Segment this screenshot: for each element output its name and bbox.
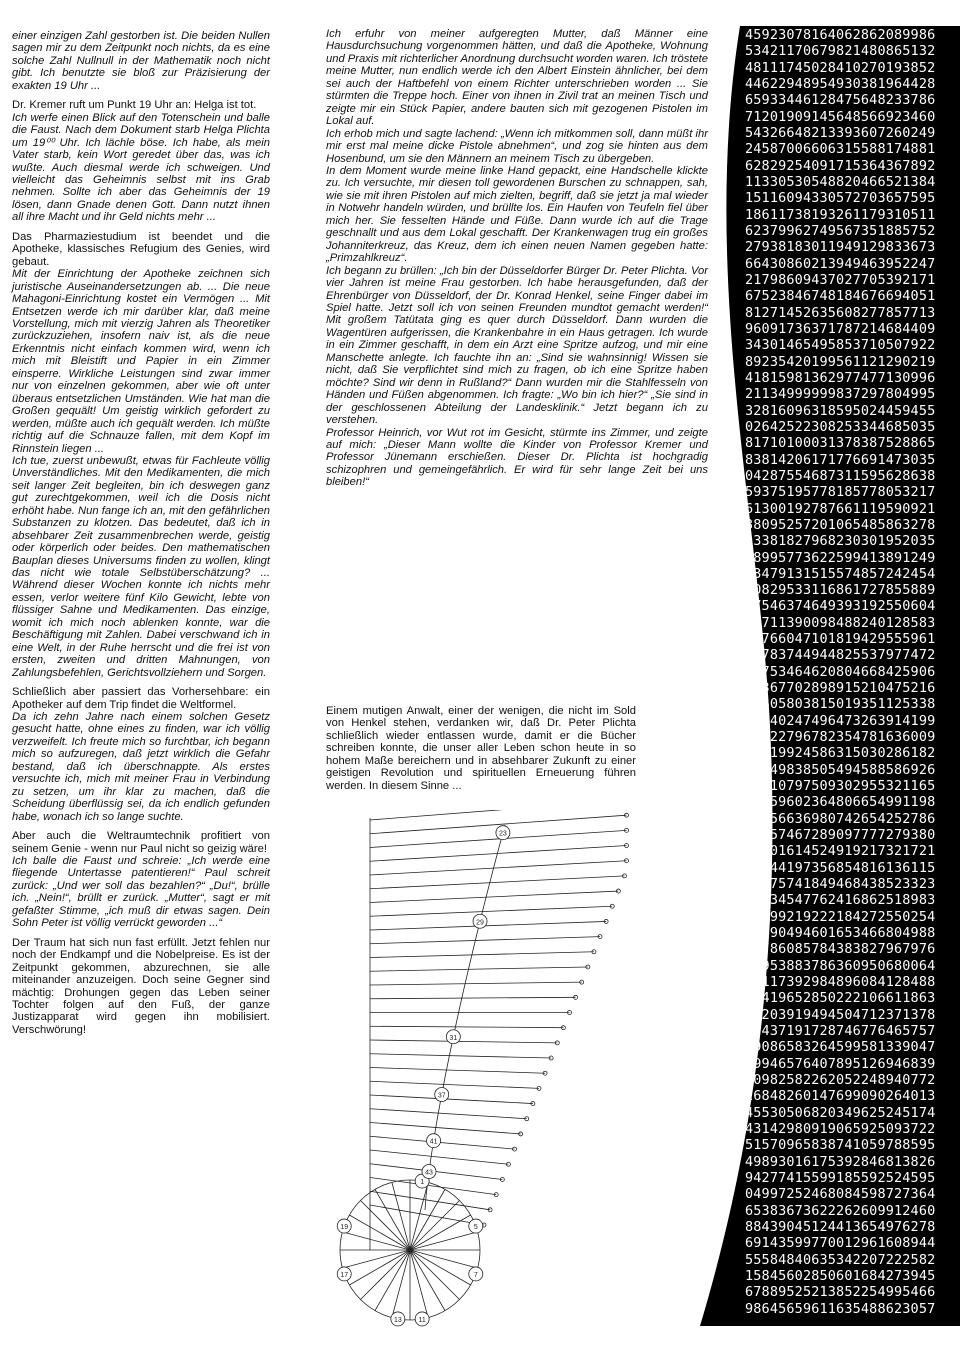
digit-row: 81710100031378387528865	[745, 435, 936, 452]
digit-row: 68995773622599413891249	[745, 549, 936, 566]
digit-row: 02405803815019351125338	[745, 696, 936, 713]
spiral-line	[370, 846, 627, 862]
middle-paragraph-5: Professor Heinrich, vor Wut rot im Gesicht, stürmte ins Zimmer, und zeigte auf mich: „Dieser Mann wollte die Kinder von Professor Kremer und Professor Jünemann erschießen. Dieser Dr. Plichta ist hochgradig schizophren und gemeingefährlich. Er wird für sehr lange Zeit bei uns bleiben!“	[326, 426, 708, 489]
left-paragraph-9: Aber auch die Weltraumtechnik profitiert von seinem Genie - wenn nur Paul nicht so geizig wäre!	[12, 830, 270, 855]
digit-row: 70982582262052248940772	[745, 1072, 936, 1088]
left-paragraph-1: einer einzigen Zahl gestorben ist. Die beiden Nullen sagen mir zu dem Zeitpunkt noch nichts, da es eine solche Zahl Nullnull in der Mathematik noch nicht gibt. Ich benutzte sie bloß zur Präzisierung der exakten 19 Uhr ...	[12, 30, 270, 92]
spiral-line	[370, 876, 624, 889]
middle-text-column	[326, 28, 708, 489]
digit-row: 21798609437027705392171	[745, 271, 936, 288]
circle-node-label: 13	[393, 1316, 402, 1324]
digit-row: 55584840635342207222582	[745, 1251, 936, 1268]
digit-row: 65383673622262609912460	[745, 1202, 936, 1219]
prime-spiral-figure	[320, 810, 650, 1330]
spiral-line	[370, 1205, 484, 1225]
digit-row: 18611738193261179310511	[745, 206, 936, 223]
circle-node-label: 5	[473, 1224, 478, 1232]
spiral-node-label: 29	[476, 919, 484, 927]
digit-row: 31367702898915210475216	[745, 680, 936, 697]
digit-row: 48111745028410270193852	[745, 59, 936, 76]
spiral-line	[370, 1026, 563, 1027]
spiral-line	[370, 1123, 521, 1134]
digit-row: 62829254091715364367892	[745, 157, 936, 174]
middle-paragraph-4: Ich begann zu brüllen: „Ich bin der Düsseldorfer Bürger Dr. Peter Plichta. Vor vier Jahren ist meine Frau gestorben. Ich habe herausgefunden, daß der Ehrenbürger von Düsseldorf, der Dr. Konrad Henkel, seine Finger dabei im Spiel hatte. Jetzt soll ich von seinen Freunden mundtot gemacht werden!“ Mit großem Tatütata ging es quer durch Düsseldorf. Dann wurden die Wagentüren aufgerissen, die Krankenbahre in ein Haus getragen. Ich wurde in ein Zimmer geschafft, in dem ein Arzt eine Spritze aufzog, und mir eine Manschette anlegte. Ich fauchte ihn an: „Sind sie wahnsinnig! Wissen sie nicht, daß Sie verpflichtet sind mich zu fragen, ob ich eine Spritze haben möchte? Sind wir denn in Rußland?“ Dann wurden mir die Stahlfesseln von Händen und Füßen abgenommen. Ich fragte: „Wo bin ich hier?“ „Sie sind in der geschlossenen Abteilung der Landesklinik.“ Jetzt begann ich zu verstehen.	[326, 264, 708, 427]
digit-row: 26848260147699090264013	[745, 1088, 936, 1105]
left-paragraph-11: Der Traum hat sich nun fast erfüllt. Jetzt fehlen nur noch der Endkampf und die Nobelpreise. Es ist der Zeitpunkt gekommen, abzurechnen, sie alle miteinander anzuzeigen. Doch seine Gegner sind mächtig: Drohungen gegen das Leben seiner Tochter folgen auf den Fuß, der ganze Justizapparat wird gegen ihn mobilisiert. Verschwörung!	[12, 936, 270, 1036]
spiral-node-label: 37	[437, 1092, 446, 1100]
digit-row: 41757467289097777279380	[745, 827, 936, 844]
digit-row: 53421170679821480865132	[745, 43, 936, 60]
spiral-node-label: 23	[499, 830, 507, 838]
digit-row: 69143599770012961608944	[745, 1235, 936, 1252]
left-paragraph-10: Ich balle die Faust und schreie: „Ich werde eine fliegende Untertasse patentieren!“ Paul schreit zurück: „Und wer soll das bezahlen?“ „Du!“, brülle ich. „Nein!“, brüllt er zurück. „Mutter“, sagt er mit gefaßter Stimme, „ich muß dir etwas sagen. Dein Sohn Peter ist völlig verrückt geworden ...“	[12, 855, 270, 930]
digit-row: 16711390098488240128583	[745, 614, 936, 631]
digit-block	[745, 27, 960, 1317]
spiral-line	[370, 906, 612, 916]
digit-row: 27938183011949129833673	[745, 239, 936, 256]
digit-row: 00953883786360950680064	[745, 957, 936, 974]
digit-row: 50829533116861727855889	[745, 582, 936, 599]
digit-row: 62099219222184272550254	[745, 908, 936, 925]
spiral-line	[370, 1054, 551, 1058]
digit-row: 36437191728746776465757	[745, 1023, 936, 1040]
digit-row: 15845602850601684273945	[745, 1267, 936, 1284]
digit-row: 42419652850222106611863	[745, 990, 936, 1007]
digit-row: 27210797509302955321165	[745, 778, 936, 795]
spiral-line	[370, 1150, 508, 1164]
circle-node-label: 11	[418, 1316, 426, 1324]
digit-row: 45923078164062862089986	[745, 27, 936, 43]
left-paragraph-3: Ich werfe einen Blick auf den Totenschein und balle die Faust. Nach dem Dokument starb Helga Plichta um 19⁰⁰ Uhr. Ich lächle böse. Ich habe, als mein Vater starb, kein Wort geredet über das, was ich wußte. Auch diesmal werde ich schweigen. Und vielleicht das Geheimnis selbst mit ins Grab nehmen. Sollte ich aber das Geheimnis der 19 lösen, dann Gnade denen Gott. Dann nutzt ihnen all ihre Macht und ihr Geld nichts mehr ...	[12, 111, 270, 224]
spiral-line	[370, 1092, 533, 1104]
digit-row: 81271452635608277857713	[745, 304, 936, 321]
digit-row: 87640247496473263914199	[745, 712, 936, 729]
left-paragraph-5: Mit der Einrichtung der Apotheke zeichnen sich juristische Auseinandersetzungen ab. ... Die neue Mahagoni-Einrichtung kostet ein Vermögen ... Mit Entsetzen werde ich mir darüber klar, daß meine Vorstellung, mich mit vierzig Jahren als Theoretiker zurückzuziehen, insofern naiv ist, als die neue Erkenntnis nicht einfach kommen wird, wenn ich mich mit Bleistift und Papier in ein Zimmer einsperre. Wirkliche Leistungen sind zwar immer nur von einzelnen gekommen, aber wie oft unter überaus entsetzlichen Umständen. Wie hat man die Großen gequält! Um geistig wirklich gefordert zu werden, müßte auch ich gequält werden. Ich müßte richtig auf die Schnauze fallen, mit dem Kopf im Rinnstein liegen ...	[12, 268, 270, 455]
spiral-line	[370, 1109, 527, 1119]
digit-row: 05117392984896084128488	[745, 974, 936, 991]
circle-spoke	[392, 1182, 410, 1250]
digit-row: 94277415599185592524595	[745, 1169, 936, 1186]
circle-node-label: 7	[473, 1271, 478, 1279]
digit-row: 15116094330572703657595	[745, 190, 936, 207]
spiral-line	[370, 810, 627, 820]
digit-row: 04997252468084598727364	[745, 1186, 936, 1203]
digit-row: 02642522308253344685035	[745, 418, 936, 435]
spiral-line	[370, 861, 627, 875]
digit-row: 27559602364806654991198	[745, 794, 936, 811]
digit-row: 53381827968230301952035	[745, 533, 936, 550]
left-paragraph-4: Das Pharmaziestudium ist beendet und die Apotheke, klassisches Refugium des Genies, wird gebaut.	[12, 230, 270, 268]
digit-row: 06749838505494588586926	[745, 761, 936, 778]
digit-row: 75356636980742654252786	[745, 810, 936, 827]
circle-spoke	[410, 1250, 428, 1318]
digit-row: 04753464620804668425906	[745, 663, 936, 680]
digit-row: 83479131515574857242454	[745, 565, 936, 582]
spiral-node-label: 31	[449, 1034, 458, 1042]
spiral-line	[370, 952, 594, 958]
left-paragraph-8: Da ich zehn Jahre nach einem solchen Gesetz gesucht hatte, ohne eines zu finden, war ich völlig verzweifelt. Ich freute mich so furchtbar, ich begann mich so aufzuregen, daß jetzt wirklich die Gefahr bestand, daß ich überschnappte. Als erstes versuchte ich, mich mit meiner Frau in Verbindung zu setzen, um ihr klar zu machen, daß die Scheidung überflüssig sei, da ich endlich gefunden habe, wonach ich so lange suchte.	[12, 711, 270, 823]
digit-row: 71790494601653466804988	[745, 925, 936, 942]
left-paragraph-2: Dr. Kremer ruft um Punkt 19 Uhr an: Helga ist tot.	[12, 99, 257, 112]
middle-paragraph-2: Ich erhob mich und sagte lachend: „Wenn ich mitkommen soll, dann müßt ihr mir erst mal meine dicke Pistole abnehmen“, und zog sie hinten aus dem Hosenbund, um sie den Männern an meinem Tisch zu übergeben.	[326, 127, 708, 165]
digit-row: 24587006606315588174881	[745, 141, 936, 158]
digit-row: 09946576407895126946839	[745, 1055, 936, 1072]
circle-node-label: 17	[340, 1271, 349, 1279]
circle-spoke	[392, 1250, 410, 1318]
spiral-line	[370, 891, 618, 902]
digit-row: 43334547762416862518983	[745, 892, 936, 909]
middle-paragraph-3: In dem Moment wurde meine linke Hand gepackt, eine Handschelle klickte zu. Ich versuchte, mir diesen toll gewordenen Burschen zu schnappen, sah, wie sie mit ihren Pistolen auf mich zielten, begriff, daß sie jetzt ja mal wieder in Notwehr handeln würden, und brüllte los. Ein Haufen von Teufeln fiel über mich her. Sie fesselten Hände und Füße. Dann wurde ich auf die Trage geschnallt und aus dem Lokal geschafft. Der Krankenwagen trug ein großes Johanniterkreuz, das Kreuz, dem ich einen neuen Namen gegeben hatte: „Primzahlkreuz“.	[326, 164, 708, 265]
digit-row: 32816096318595024459455	[745, 402, 936, 419]
digit-row: 65933446128475648233786	[745, 92, 936, 109]
digit-row: 43142980919065925093722	[745, 1120, 936, 1137]
spiral-line	[370, 982, 582, 985]
digit-row: 61300192787661119590921	[745, 500, 936, 517]
digit-row: 88439045124413654976278	[745, 1218, 936, 1235]
circle-node-label: 1	[420, 1179, 425, 1187]
digit-row: 45530506820349625245174	[745, 1104, 936, 1121]
spiral-node-label: 43	[425, 1169, 433, 1177]
digit-row: 11330530548820466521384	[745, 173, 936, 190]
digit-row: 67889525213852254995466	[745, 1284, 936, 1301]
digit-row: 21134999999837297804995	[745, 386, 936, 403]
digit-row: 69922796782354781636009	[745, 729, 936, 746]
digit-row: 49893016175392846813826	[745, 1153, 936, 1170]
digit-row: 91786085784383827967976	[745, 941, 936, 958]
spiral-line	[370, 921, 606, 930]
circle-spoke	[410, 1182, 428, 1250]
circle-spoke	[342, 1250, 410, 1268]
digit-row: 66430860213949463952247	[745, 255, 936, 272]
digit-row: 59375195778185778053217	[745, 484, 936, 501]
digit-row: 06001614524919217321721	[745, 843, 936, 860]
digit-row: 34301465495853710507922	[745, 337, 936, 354]
digit-row: 54326648213393607260249	[745, 124, 936, 141]
left-text-column	[12, 30, 270, 1043]
spiral-line	[370, 1068, 545, 1074]
spiral-line	[370, 937, 600, 944]
digit-row: 89086583264599581339047	[745, 1039, 936, 1056]
digit-row: 98645659611635488623057	[745, 1300, 936, 1317]
digit-row: 62379962749567351885752	[745, 222, 936, 239]
digit-row: 96091736371787214684409	[745, 320, 936, 337]
digit-row: 17546374649393192550604	[745, 598, 936, 615]
digit-row: 04287554687311595628638	[745, 467, 936, 484]
digit-row: 67523846748184676694051	[745, 288, 936, 305]
circle-node-label: 19	[340, 1224, 349, 1232]
digit-row: 41219924586315030286182	[745, 745, 936, 762]
digit-row: 70766047101819429555961	[745, 631, 936, 648]
spiral-line	[370, 1191, 490, 1210]
circle-spoke	[410, 1250, 478, 1268]
digit-row: 33475741849468438523323	[745, 876, 936, 893]
spiral-line	[370, 997, 576, 998]
digit-row: 51570965838741059788595	[745, 1137, 936, 1154]
digit-row: 38095257201065485863278	[745, 516, 936, 533]
circle-spoke	[342, 1232, 410, 1250]
digit-row: 41815981362977477130996	[745, 369, 936, 386]
spiral-line	[370, 1178, 496, 1195]
middle-paragraph-1: Ich erfuhr von meiner aufgeregten Mutter, daß Männer eine Hausdurchsuchung vorgenommen hätten, und daß die Apotheke, Wohnung und Praxis mit richterlicher Anordnung durchsucht worden waren. Ich tröstete meine Mutter, nun endlich werde ich den Albert Einstein ähnlicher, bei dem sei auch der Haftbefehl von einem Richter unterschrieben worden ... Sie stürmten die Treppe hoch. Einer von ihnen in Zivil trat an meinen Tisch und zeigte mir ein Stück Papier, andere bauten sich mit gezogenen Pistolen im Lokal auf.	[326, 28, 709, 128]
digit-row: 14144197356854816136115	[745, 859, 936, 876]
digit-row: 83814206171776691473035	[745, 451, 936, 468]
spiral-line	[370, 1136, 515, 1149]
digit-row: 44622948954930381964428	[745, 75, 936, 92]
circle-spoke	[410, 1232, 478, 1250]
digit-row: 62203919494504712371378	[745, 1006, 936, 1023]
spiral-node-label: 41	[429, 1138, 438, 1146]
left-paragraph-6: Ich tue, zuerst unbewußt, etwas für Fachleute völlig Unverständliches. Mit den Medikamenten, die mich seit langer Zeit begleiten, bin ich deswegen ganz gut zurechtgekommen, weil ich die Dosis nicht erhöht habe. Nun fange ich an, mit den gefährlichen Substanzen zu klotzen. Das bedeutet, daß ich in absehbarer Zeit zusammenbrechen werde, geistig oder körperlich oder beides. Den mathematischen Bauplan dieses Universums finden zu wollen, klingt das nicht wie totale Selbstüberschätzung? ... Während dieser Wochen konnte ich nichts mehr essen, verlor weitere fünf Kilo Gewicht, lebte von flüssiger Sahne und Medikamenten. Das einzige, womit ich mich noch ablenken konnte, war die Beschäftigung mit Zahlen. Dabei verschwand ich in eine Welt, in der Ruhe herrscht und die frei ist von ersten, zweiten und dritten Mahnungen, von Zahlungsbefehlen, Gerichtsvollziehern und Sorgen.	[12, 454, 270, 679]
middle-lower-text	[326, 705, 636, 799]
middle-paragraph-6: Einem mutigen Anwalt, einer der wenigen, die nicht im Sold von Henkel stehen, verdanken wir, daß Dr. Peter Plichta schließlich wieder entlassen wurde, damit er die Bücher schreiben konnte, die unser aller Leben schon heute in so hohem Maße bereichern und in absehbarer Zukunft zu einer geistigen Revolution und spirituellen Erneuerung führen werden. In diesem Sinne ...	[326, 705, 636, 792]
left-paragraph-7: Schließlich aber passiert das Vorhersehbare: ein Apotheker auf dem Trip findet die Weltformel.	[12, 686, 270, 711]
digit-row: 76783744944825537977472	[745, 647, 936, 664]
spiral-line	[370, 1040, 557, 1043]
spiral-line	[370, 967, 588, 971]
digit-row: 71201909145648566923460	[745, 108, 936, 125]
spiral-line	[370, 1081, 539, 1088]
digit-row: 89235420199561121290219	[745, 353, 936, 370]
